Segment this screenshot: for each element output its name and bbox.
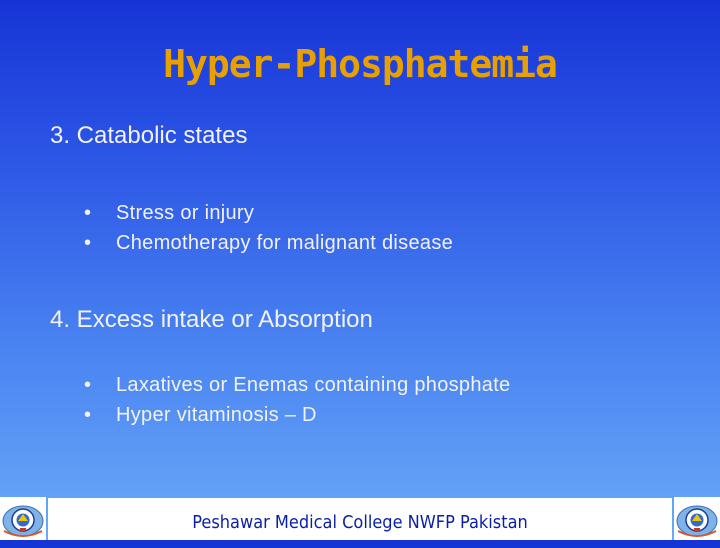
bullet-text: Chemotherapy for malignant disease xyxy=(116,232,454,254)
footer-text: Peshawar Medical College NWFP Pakistan xyxy=(192,512,528,533)
college-crest-icon xyxy=(674,497,720,540)
bullet-text: Stress or injury xyxy=(116,202,255,224)
list-item xyxy=(84,400,510,430)
list-item xyxy=(84,228,453,258)
bullet-list-excess-intake xyxy=(84,370,510,430)
slide-title: Hyper-Phosphatemia xyxy=(163,42,557,86)
section-heading-catabolic: 3. Catabolic states xyxy=(50,122,248,149)
bullet-text: Laxatives or Enemas containing phosphate xyxy=(116,374,511,396)
footer-bar xyxy=(48,498,672,540)
bullet-list-catabolic xyxy=(84,198,453,258)
list-item xyxy=(84,370,510,400)
bullet-marker: • xyxy=(84,232,92,254)
section-heading-excess-intake: 4. Excess intake or Absorption xyxy=(50,306,373,333)
college-crest-icon xyxy=(0,497,46,540)
bullet-text: Hyper vitaminosis – D xyxy=(116,404,317,426)
list-item xyxy=(84,198,453,228)
bullet-marker: • xyxy=(84,374,92,396)
bullet-marker: • xyxy=(84,404,92,426)
bullet-marker: • xyxy=(84,202,92,224)
